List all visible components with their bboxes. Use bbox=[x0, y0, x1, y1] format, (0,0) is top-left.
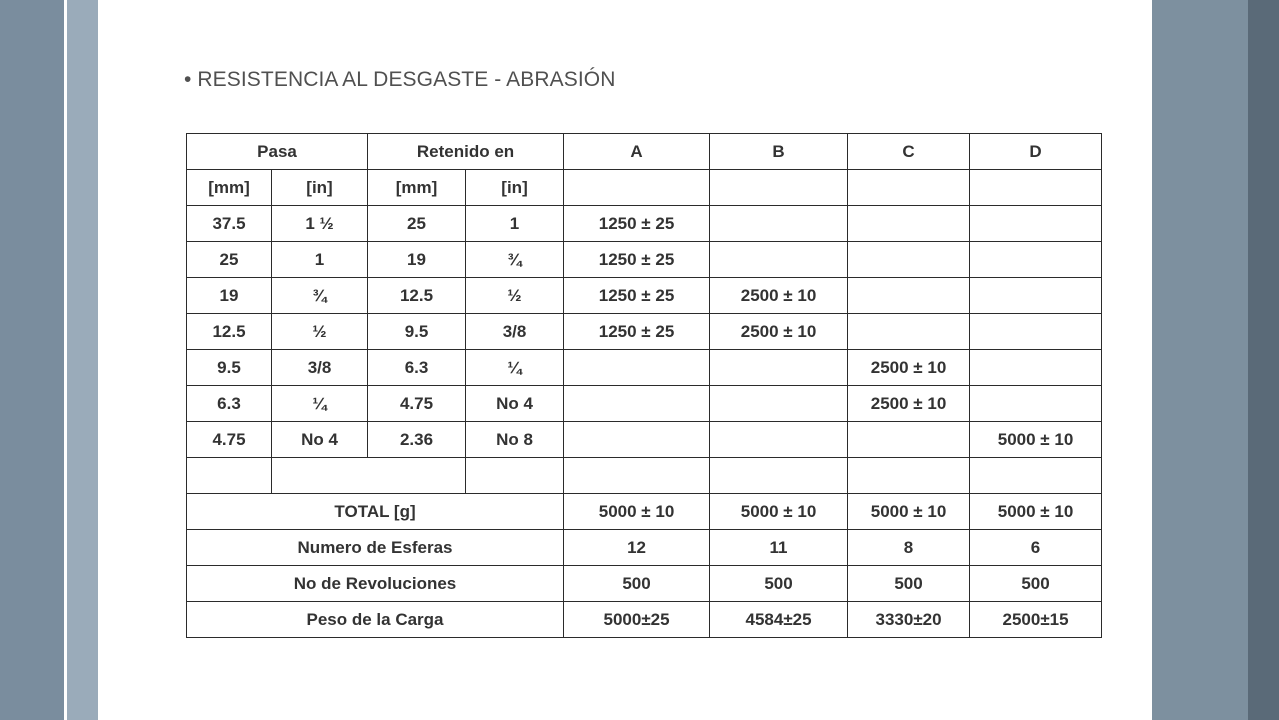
table-cell: 5000 ± 10 bbox=[564, 494, 710, 530]
table-cell: 12 bbox=[564, 530, 710, 566]
table-cell: ¾ bbox=[466, 242, 564, 278]
table-cell: 9.5 bbox=[368, 314, 466, 350]
header-row bbox=[187, 134, 1102, 170]
units-row bbox=[187, 170, 1102, 206]
table-cell: 5000 ± 10 bbox=[970, 422, 1102, 458]
table-cell bbox=[970, 170, 1102, 206]
slide-title: • RESISTENCIA AL DESGASTE - ABRASIÓN bbox=[184, 68, 616, 91]
table-cell: 12.5 bbox=[368, 278, 466, 314]
table-cell bbox=[970, 350, 1102, 386]
table-cell: 2500 ± 10 bbox=[848, 350, 970, 386]
table-cell bbox=[564, 386, 710, 422]
summary-row-peso bbox=[187, 602, 1102, 638]
header-c: C bbox=[848, 134, 970, 170]
table-cell: 3/8 bbox=[466, 314, 564, 350]
table-cell: 12.5 bbox=[187, 314, 272, 350]
table-cell bbox=[710, 458, 848, 494]
table-cell: 25 bbox=[187, 242, 272, 278]
table-cell bbox=[848, 458, 970, 494]
right-inner-band bbox=[1152, 0, 1248, 720]
table-cell: 500 bbox=[564, 566, 710, 602]
table-cell bbox=[970, 278, 1102, 314]
table-cell: 1250 ± 25 bbox=[564, 242, 710, 278]
table-cell: 1250 ± 25 bbox=[564, 278, 710, 314]
table-row bbox=[187, 386, 1102, 422]
table-cell: 6.3 bbox=[187, 386, 272, 422]
table-cell: No 4 bbox=[466, 386, 564, 422]
table-row bbox=[187, 278, 1102, 314]
unit-pasa-mm: [mm] bbox=[187, 170, 272, 206]
table-cell: 1 bbox=[272, 242, 368, 278]
table-cell bbox=[848, 170, 970, 206]
table-cell: 4.75 bbox=[368, 386, 466, 422]
header-b: B bbox=[710, 134, 848, 170]
unit-retenido-in: [in] bbox=[466, 170, 564, 206]
left-inner-band bbox=[67, 0, 98, 720]
summary-label: Numero de Esferas bbox=[187, 530, 564, 566]
table-cell bbox=[564, 422, 710, 458]
table-cell bbox=[970, 458, 1102, 494]
unit-retenido-mm: [mm] bbox=[368, 170, 466, 206]
table-cell: ½ bbox=[466, 278, 564, 314]
left-outer-band bbox=[0, 0, 64, 720]
table-cell: 37.5 bbox=[187, 206, 272, 242]
table-cell: 1 bbox=[466, 206, 564, 242]
header-pasa: Pasa bbox=[187, 134, 368, 170]
table-cell: 9.5 bbox=[187, 350, 272, 386]
table-cell: 25 bbox=[368, 206, 466, 242]
table-cell bbox=[564, 350, 710, 386]
table-cell: 5000 ± 10 bbox=[710, 494, 848, 530]
empty-row bbox=[187, 458, 1102, 494]
table-cell bbox=[466, 458, 564, 494]
abrasion-grading-table bbox=[186, 133, 1102, 638]
table-cell bbox=[564, 170, 710, 206]
table-cell: 1250 ± 25 bbox=[564, 206, 710, 242]
header-a: A bbox=[564, 134, 710, 170]
table-cell: 6 bbox=[970, 530, 1102, 566]
table-cell: 1 ½ bbox=[272, 206, 368, 242]
summary-row-revoluciones bbox=[187, 566, 1102, 602]
summary-label: Peso de la Carga bbox=[187, 602, 564, 638]
table-cell bbox=[970, 314, 1102, 350]
table-cell bbox=[848, 206, 970, 242]
table-cell bbox=[710, 170, 848, 206]
table-cell bbox=[970, 242, 1102, 278]
table-row bbox=[187, 206, 1102, 242]
table-row bbox=[187, 350, 1102, 386]
table-cell bbox=[710, 422, 848, 458]
table-cell: 2500 ± 10 bbox=[710, 278, 848, 314]
table-cell: No 8 bbox=[466, 422, 564, 458]
table-cell: 6.3 bbox=[368, 350, 466, 386]
table-cell bbox=[187, 458, 272, 494]
table-cell: ¼ bbox=[466, 350, 564, 386]
right-outer-band bbox=[1248, 0, 1279, 720]
table-cell: 4.75 bbox=[187, 422, 272, 458]
table-cell: ¼ bbox=[272, 386, 368, 422]
table-cell: 2500±15 bbox=[970, 602, 1102, 638]
table-cell bbox=[564, 458, 710, 494]
table-cell: 19 bbox=[187, 278, 272, 314]
table-cell: 5000±25 bbox=[564, 602, 710, 638]
summary-row-total bbox=[187, 494, 1102, 530]
table-cell: 500 bbox=[710, 566, 848, 602]
table-cell: 11 bbox=[710, 530, 848, 566]
header-retenido-en: Retenido en bbox=[368, 134, 564, 170]
table-cell: 5000 ± 10 bbox=[970, 494, 1102, 530]
table-row bbox=[187, 242, 1102, 278]
table-cell: ½ bbox=[272, 314, 368, 350]
summary-row-esferas bbox=[187, 530, 1102, 566]
table-cell: 1250 ± 25 bbox=[564, 314, 710, 350]
table-cell bbox=[710, 386, 848, 422]
table-cell: 3/8 bbox=[272, 350, 368, 386]
table-row bbox=[187, 314, 1102, 350]
table-cell: 8 bbox=[848, 530, 970, 566]
table-cell bbox=[970, 386, 1102, 422]
table-cell bbox=[848, 422, 970, 458]
table-cell: 4584±25 bbox=[710, 602, 848, 638]
table-cell bbox=[848, 242, 970, 278]
table-cell bbox=[272, 458, 466, 494]
table-cell: 19 bbox=[368, 242, 466, 278]
table-row bbox=[187, 422, 1102, 458]
table-cell: 3330±20 bbox=[848, 602, 970, 638]
unit-pasa-in: [in] bbox=[272, 170, 368, 206]
table-cell: 2.36 bbox=[368, 422, 466, 458]
table-cell bbox=[710, 242, 848, 278]
table-cell bbox=[848, 278, 970, 314]
table-cell: 2500 ± 10 bbox=[848, 386, 970, 422]
table-cell: 500 bbox=[970, 566, 1102, 602]
table-cell: 500 bbox=[848, 566, 970, 602]
table-cell: No 4 bbox=[272, 422, 368, 458]
table-cell bbox=[710, 350, 848, 386]
summary-label: No de Revoluciones bbox=[187, 566, 564, 602]
summary-label: TOTAL [g] bbox=[187, 494, 564, 530]
table-cell: 2500 ± 10 bbox=[710, 314, 848, 350]
table-cell bbox=[710, 206, 848, 242]
table-cell bbox=[848, 314, 970, 350]
table-cell bbox=[970, 206, 1102, 242]
table-cell: ¾ bbox=[272, 278, 368, 314]
table-cell: 5000 ± 10 bbox=[848, 494, 970, 530]
header-d: D bbox=[970, 134, 1102, 170]
